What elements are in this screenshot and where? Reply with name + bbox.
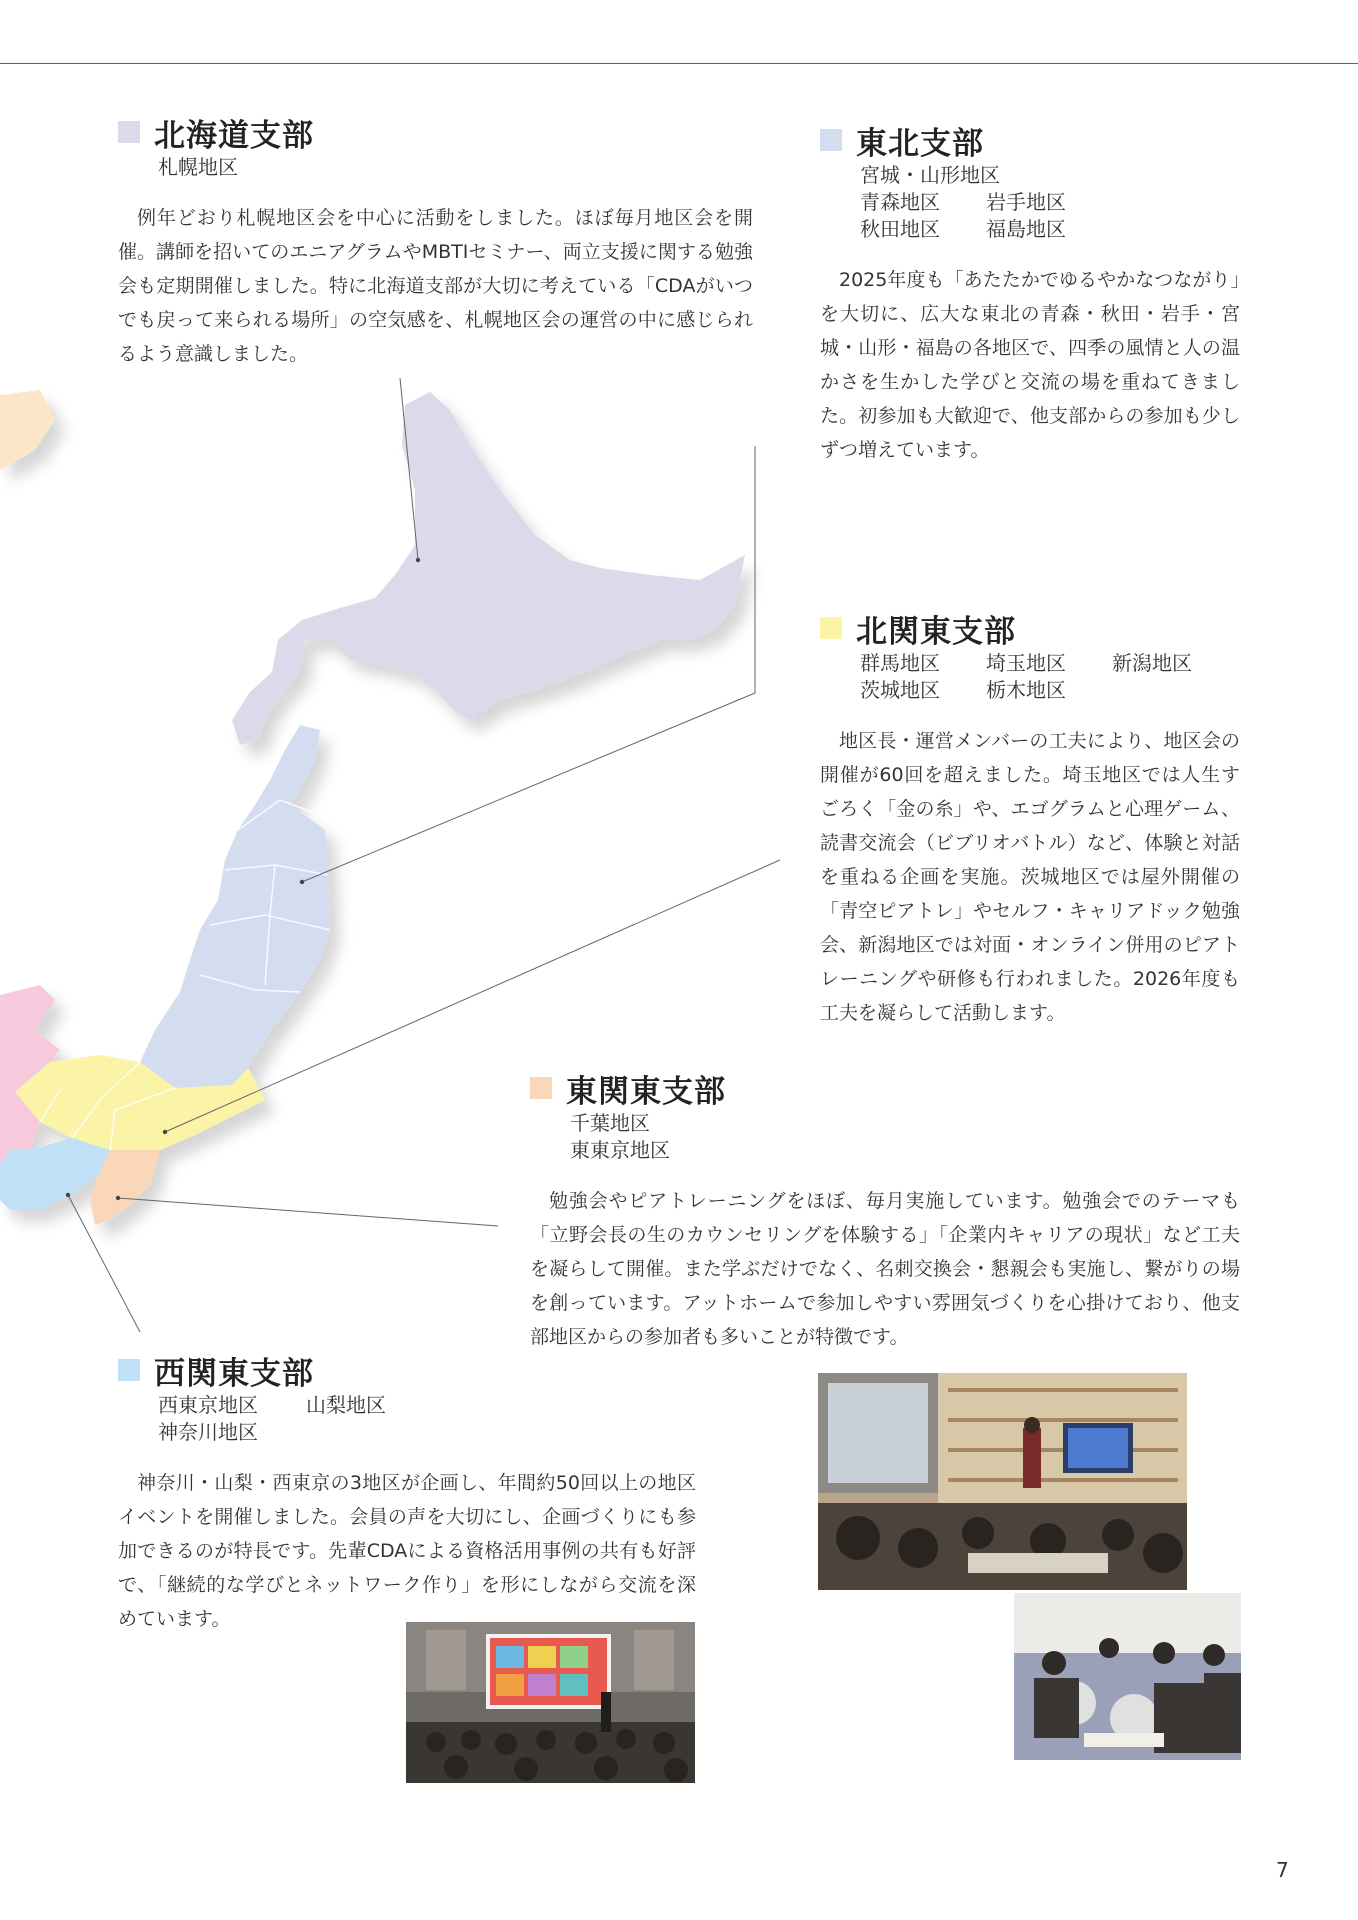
district-row [860, 189, 1240, 216]
district-row [158, 1419, 696, 1446]
section-body: 勉強会やピアトレーニングをほぼ、毎月実施しています。勉強会でのテーマも「立野会長の生のカウンセリングを体験する」「企業内キャリアの現状」など工夫を凝らして開催。また学ぶだけでなく、名刺交換会・懇親会も実施し、繋がりの場を創っています。アットホームで参加しやすい雰囲気づくりを心掛けており、他支部地区からの参加者も多いことが特徴です。 [530, 1190, 1240, 1348]
square-marker-icon [118, 121, 140, 143]
district-row [570, 1137, 1240, 1164]
square-marker-icon [530, 1077, 552, 1099]
district-row [570, 1110, 1240, 1137]
section-hokkaido [118, 112, 753, 371]
district-name: 栃木地区 [986, 678, 1066, 702]
district-row [860, 216, 1240, 243]
map-region-tohoku [140, 725, 330, 1088]
section-heading [820, 120, 1240, 160]
square-marker-icon [820, 617, 842, 639]
map-region-west-mid [0, 985, 55, 1040]
district-list [860, 162, 1240, 243]
section-title: 西関東支部 [154, 1355, 314, 1392]
district-name: 群馬地区 [860, 651, 940, 675]
district-name: 埼玉地区 [986, 651, 1066, 675]
district-list [158, 1392, 696, 1446]
section-nishikanto [118, 1350, 696, 1636]
square-marker-icon [118, 1359, 140, 1381]
district-name: 神奈川地区 [158, 1420, 258, 1444]
district-name: 札幌地区 [158, 155, 238, 179]
section-heading [820, 608, 1240, 648]
map-region-hokkaido [232, 392, 745, 745]
district-row [860, 162, 1240, 189]
page-number: 7 [1276, 1858, 1289, 1882]
district-name: 西東京地区 [158, 1393, 258, 1417]
photo-roundtable-meeting [1014, 1593, 1241, 1760]
district-row [158, 1392, 696, 1419]
section-body: 神奈川・山梨・西東京の3地区が企画し、年間約50回以上の地区イベントを開催しました。会員の声を大切にし、企画づくりにも参加できるのが特長です。先輩CDAによる資格活用事例の共有も好評で、「継続的な学びとネットワーク作り」を形にしながら交流を深めています。 [118, 1472, 696, 1630]
section-heading [530, 1068, 1240, 1108]
district-name: 東東京地区 [570, 1138, 670, 1162]
district-row [860, 677, 1240, 704]
section-heading [118, 1350, 696, 1390]
section-kitakanto [820, 608, 1240, 1030]
square-marker-icon [820, 129, 842, 151]
map-region-west-top [0, 390, 55, 470]
district-name: 茨城地区 [860, 678, 940, 702]
section-heading [118, 112, 753, 152]
district-list [158, 154, 753, 181]
district-name: 千葉地区 [570, 1111, 650, 1135]
section-tohoku [820, 120, 1240, 467]
district-name: 宮城・山形地区 [860, 163, 1000, 187]
section-body: 地区長・運営メンバーの工夫により、地区会の開催が60回を超えました。埼玉地区では人生すごろく「金の糸」や、エゴグラムと心理ゲーム、読書交流会（ビブリオバトル）など、体験と対話を重ねる企画を実施。茨城地区では屋外開催の「青空ピアトレ」やセルフ・キャリアドック勉強会、新潟地区では対面・オンライン併用のピアトレーニングや研修も行われました。2026年度も工夫を凝らして活動します。 [820, 730, 1240, 1024]
photo-library-meeting [818, 1373, 1187, 1590]
section-title: 東関東支部 [566, 1073, 726, 1110]
district-name: 山梨地区 [306, 1393, 386, 1417]
district-list [860, 650, 1240, 704]
district-name: 青森地区 [860, 190, 940, 214]
section-body: 2025年度も「あたたかでゆるやかなつながり」を大切に、広大な東北の青森・秋田・岩手・宮城・山形・福島の各地区で、四季の風情と人の温かさを生かした学びと交流の場を重ねてきました。初参加も大歓迎で、他支部からの参加も少しずつ増えています。 [820, 269, 1240, 461]
leader-higashikanto [118, 1198, 498, 1226]
district-row [860, 650, 1240, 677]
section-body: 例年どおり札幌地区会を中心に活動をしました。ほぼ毎月地区会を開催。講師を招いてのエニアグラムやMBTIセミナー、両立支援に関する勉強会も定期開催しました。特に北海道支部が大切に考えている「CDAがいつでも戻って来られる場所」の空気感を、札幌地区会の運営の中に感じられるよう意識しました。 [118, 207, 753, 365]
photo-seminar-hall [406, 1622, 695, 1783]
district-row [158, 154, 753, 181]
district-name: 秋田地区 [860, 217, 940, 241]
district-name: 福島地区 [986, 217, 1066, 241]
district-name: 新潟地区 [1112, 651, 1192, 675]
section-title: 東北支部 [856, 125, 984, 162]
district-name: 岩手地区 [986, 190, 1066, 214]
section-title: 北関東支部 [856, 613, 1016, 650]
section-higashikanto [530, 1068, 1240, 1354]
district-list [570, 1110, 1240, 1164]
section-title: 北海道支部 [154, 117, 314, 154]
